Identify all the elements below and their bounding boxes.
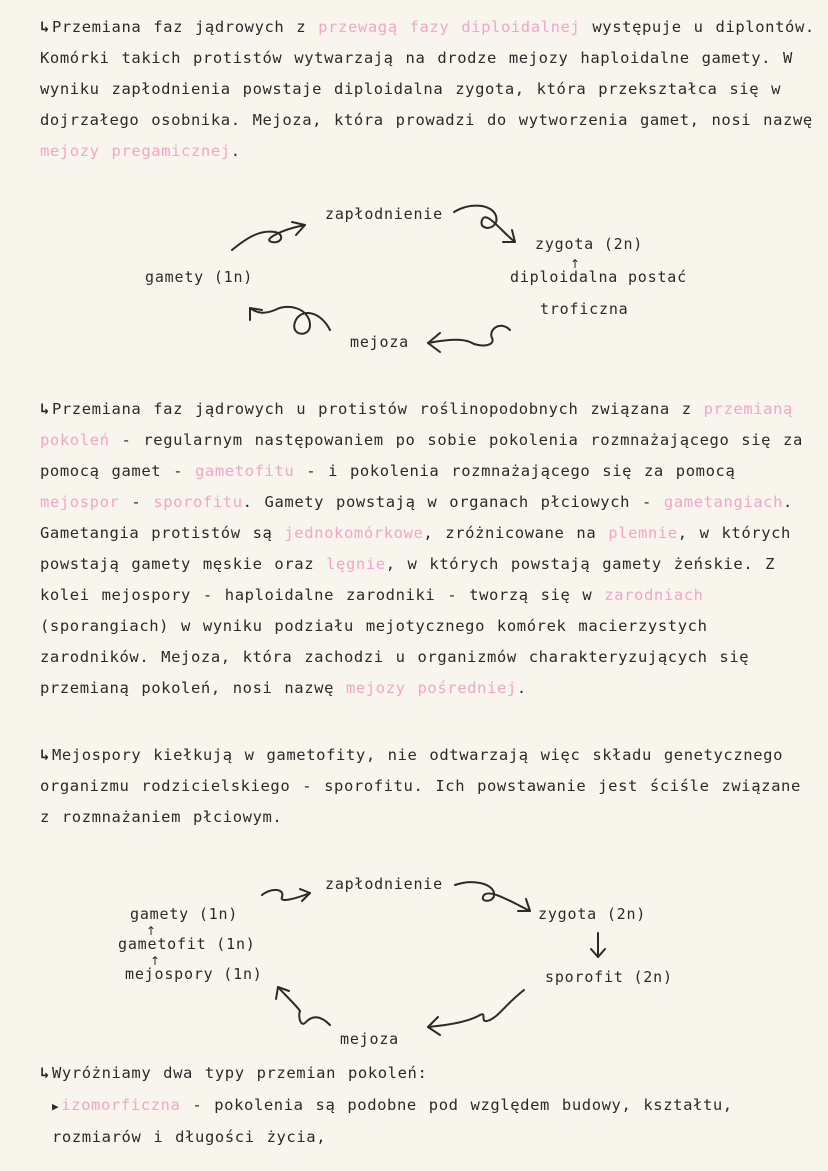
text-segment: Przemiana faz jądrowych z [51,18,319,36]
label-diploidalna: diploidalna postać [510,268,687,286]
highlight-term: lęgnie [326,555,386,573]
bullet-arrow-icon: ↳ [40,746,50,764]
highlight-term: plemnie [608,524,678,542]
text-segment: , w których powstają gamety żeńskie. Z kolei mejospory - haploidalne zarodniki - tworzą się w [40,555,776,604]
label-mejospory: mejospory (1n) [125,965,263,983]
highlight-term: mejozy pregamicznej [40,142,231,160]
highlight-term: mejozy pośredniej [345,679,517,697]
text-segment: , zróżnicowane na [423,524,609,542]
highlight-term: jednokomórkowe [284,524,424,542]
bullet-arrow-icon: ↳ [40,400,50,418]
up-arrow-icon: ↑ [146,924,157,938]
highlight-term: izomorficzna [61,1096,181,1114]
label-zaplodnienie: zapłodnienie [325,205,443,223]
paragraph-4 [40,1058,815,1089]
text-segment: . [516,679,527,697]
bullet-izomorficzna [52,1090,817,1153]
highlight-term: sporofitu [153,493,243,511]
bullet-arrow-icon: ↳ [40,1064,50,1082]
up-arrow-icon: ↑ [570,257,581,271]
text-segment: . [230,142,241,160]
text-segment: . Gamety powstają w organach płciowych - [242,493,664,511]
label-mejoza: mejoza [350,333,409,351]
label-gamety-2: gamety (1n) [130,905,239,923]
text-segment: Przemiana faz jądrowych u protistów roślinopodobnych związana z [51,400,704,418]
text-segment: Wyróżniamy dwa typy przemian pokoleń: [51,1064,428,1082]
label-mejoza-2: mejoza [340,1030,399,1048]
label-zygota: zygota (2n) [535,235,644,253]
text-segment: - pokolenia są podobne pod względem budowy, kształtu, rozmiarów i długości życia, [52,1096,733,1146]
highlight-term: przewagą fazy diploidalnej [318,18,581,36]
label-sporofit: sporofit (2n) [545,968,673,986]
cycle-arrows-2 [0,865,828,1055]
bullet-arrow-icon: ↳ [40,18,50,36]
highlight-term: gametangiach [663,493,784,511]
text-segment: , w których powstają gamety męskie oraz [40,524,791,573]
text-segment: - [119,493,154,511]
text-segment: - regularnym następowaniem po sobie pokolenia rozmnażającego się za pomocą gamet - [40,431,803,480]
text-segment: . Gametangia protistów są [40,493,793,542]
highlight-term: gametofitu [194,462,295,480]
paragraph-2 [40,394,815,704]
triangle-bullet-icon: ▶ [52,1100,60,1113]
highlight-term: zarodniach [604,586,704,604]
text-segment: występuje u diplontów. Komórki takich protistów wytwarzają na drodze mejozy haploidalne gamety. W wyniku zapłodnienia powstaje diploidalna zygota, która przekształca się w dojrzałego osobnika. Mejoza, która prowadzi do wytworzenia gamet, nosi nazwę [40,18,815,129]
paragraph-3 [40,740,815,833]
highlight-term: przemianą pokoleń [40,400,793,449]
paragraph-1 [40,12,815,167]
highlight-term: mejospor [40,493,120,511]
label-zaplodnienie-2: zapłodnienie [325,875,443,893]
text-segment: Mejospory kiełkują w gametofity, nie odtwarzają więc składu genetycznego organizmu rodzicielskiego - sporofitu. Ich powstawanie jest ściśle związane z rozmnażaniem płciowym. [40,746,801,826]
label-gamety: gamety (1n) [145,268,254,286]
label-troficzna: troficzna [540,300,629,318]
label-zygota-2: zygota (2n) [538,905,647,923]
label-gametofit: gametofit (1n) [118,935,256,953]
text-segment: - i pokolenia rozmnażającego się za pomocą [294,462,736,480]
text-segment: (sporangiach) w wyniku podziału mejotycznego komórek macierzystych zarodników. Mejoza, która zachodzi u organizmów charakteryzujących się przemianą pokoleń, nosi nazwę [40,617,750,697]
up-arrow-icon: ↑ [150,954,161,968]
